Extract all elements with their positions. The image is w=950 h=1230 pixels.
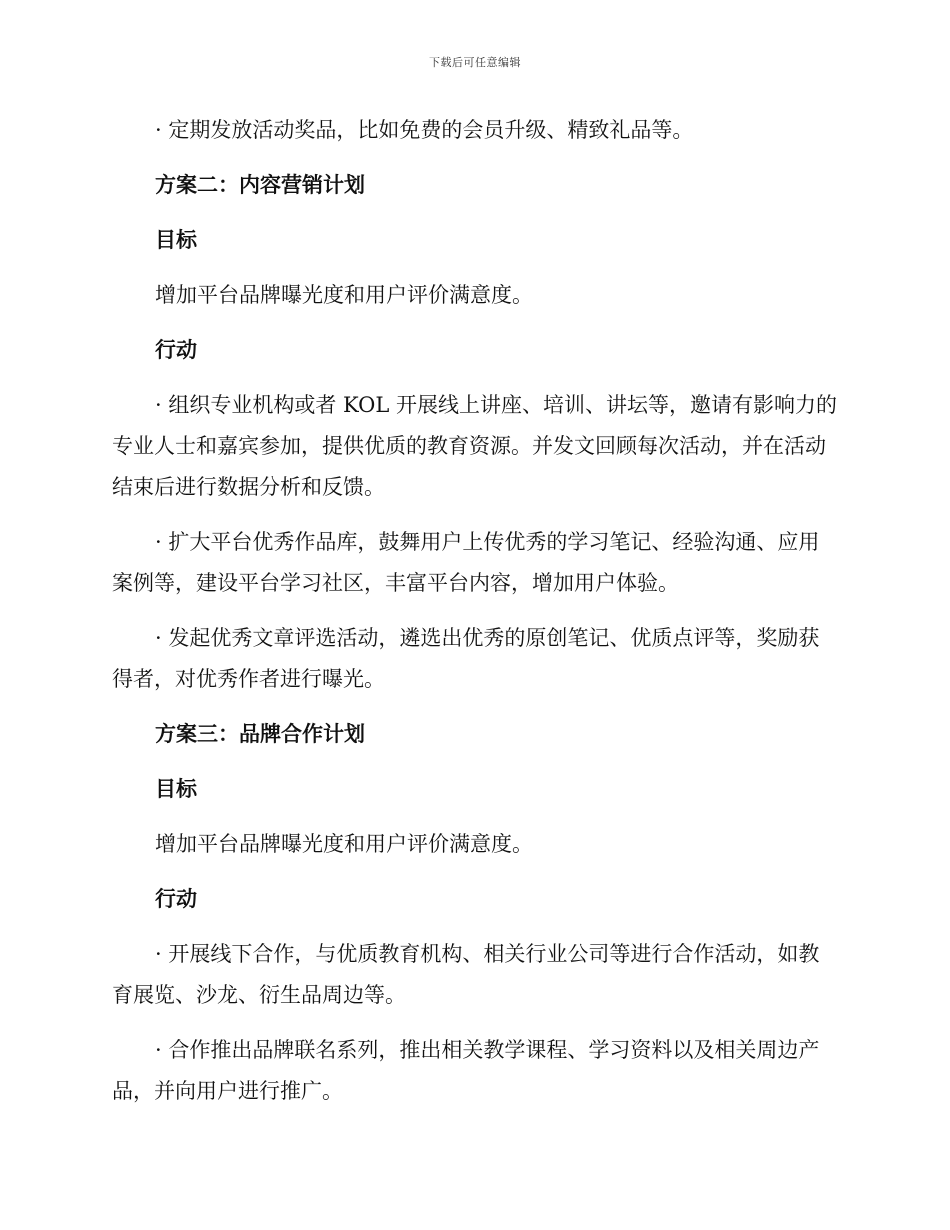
bullet-paragraph: · 开展线下合作，与优质教育机构、相关行业公司等进行合作活动，如教育展览、沙龙、衍生品周边等。 [112,942,820,1007]
bullet-paragraph: · 发起优秀文章评选活动，遴选出优秀的原创笔记、优质点评等，奖励获得者，对优秀作者进行曝光。 [112,626,820,691]
subheading-action: 行动 [155,887,197,911]
section-heading: 方案二：内容营销计划 [155,173,365,197]
bullet-paragraph: · 组织专业机构或者 KOL 开展线上讲座、培训、讲坛等，邀请有影响力的专业人士和嘉宾参加，提供优质的教育资源。并发文回顾每次活动，并在活动结束后进行数据分析和反馈。 [112,393,837,499]
bullet-paragraph: · 定期发放活动奖品，比如免费的会员升级、精致礼品等。 [155,118,694,142]
subheading-goal: 目标 [155,228,197,252]
subheading-goal: 目标 [155,777,197,801]
goal-paragraph: 增加平台品牌曝光度和用户评价满意度。 [155,283,533,307]
section-heading: 方案三：品牌合作计划 [155,722,365,746]
bullet-paragraph: · 扩大平台优秀作品库，鼓舞用户上传优秀的学习笔记、经验沟通、应用案例等，建设平台学习社区，丰富平台内容，增加用户体验。 [112,530,820,595]
header-note: 下载后可任意编辑 [429,56,521,69]
bullet-paragraph: · 合作推出品牌联名系列，推出相关教学课程、学习资料以及相关周边产品，并向用户进行推广。 [112,1038,820,1103]
subheading-action: 行动 [155,338,197,362]
goal-paragraph: 增加平台品牌曝光度和用户评价满意度。 [155,832,533,856]
document-body [112,110,838,1126]
